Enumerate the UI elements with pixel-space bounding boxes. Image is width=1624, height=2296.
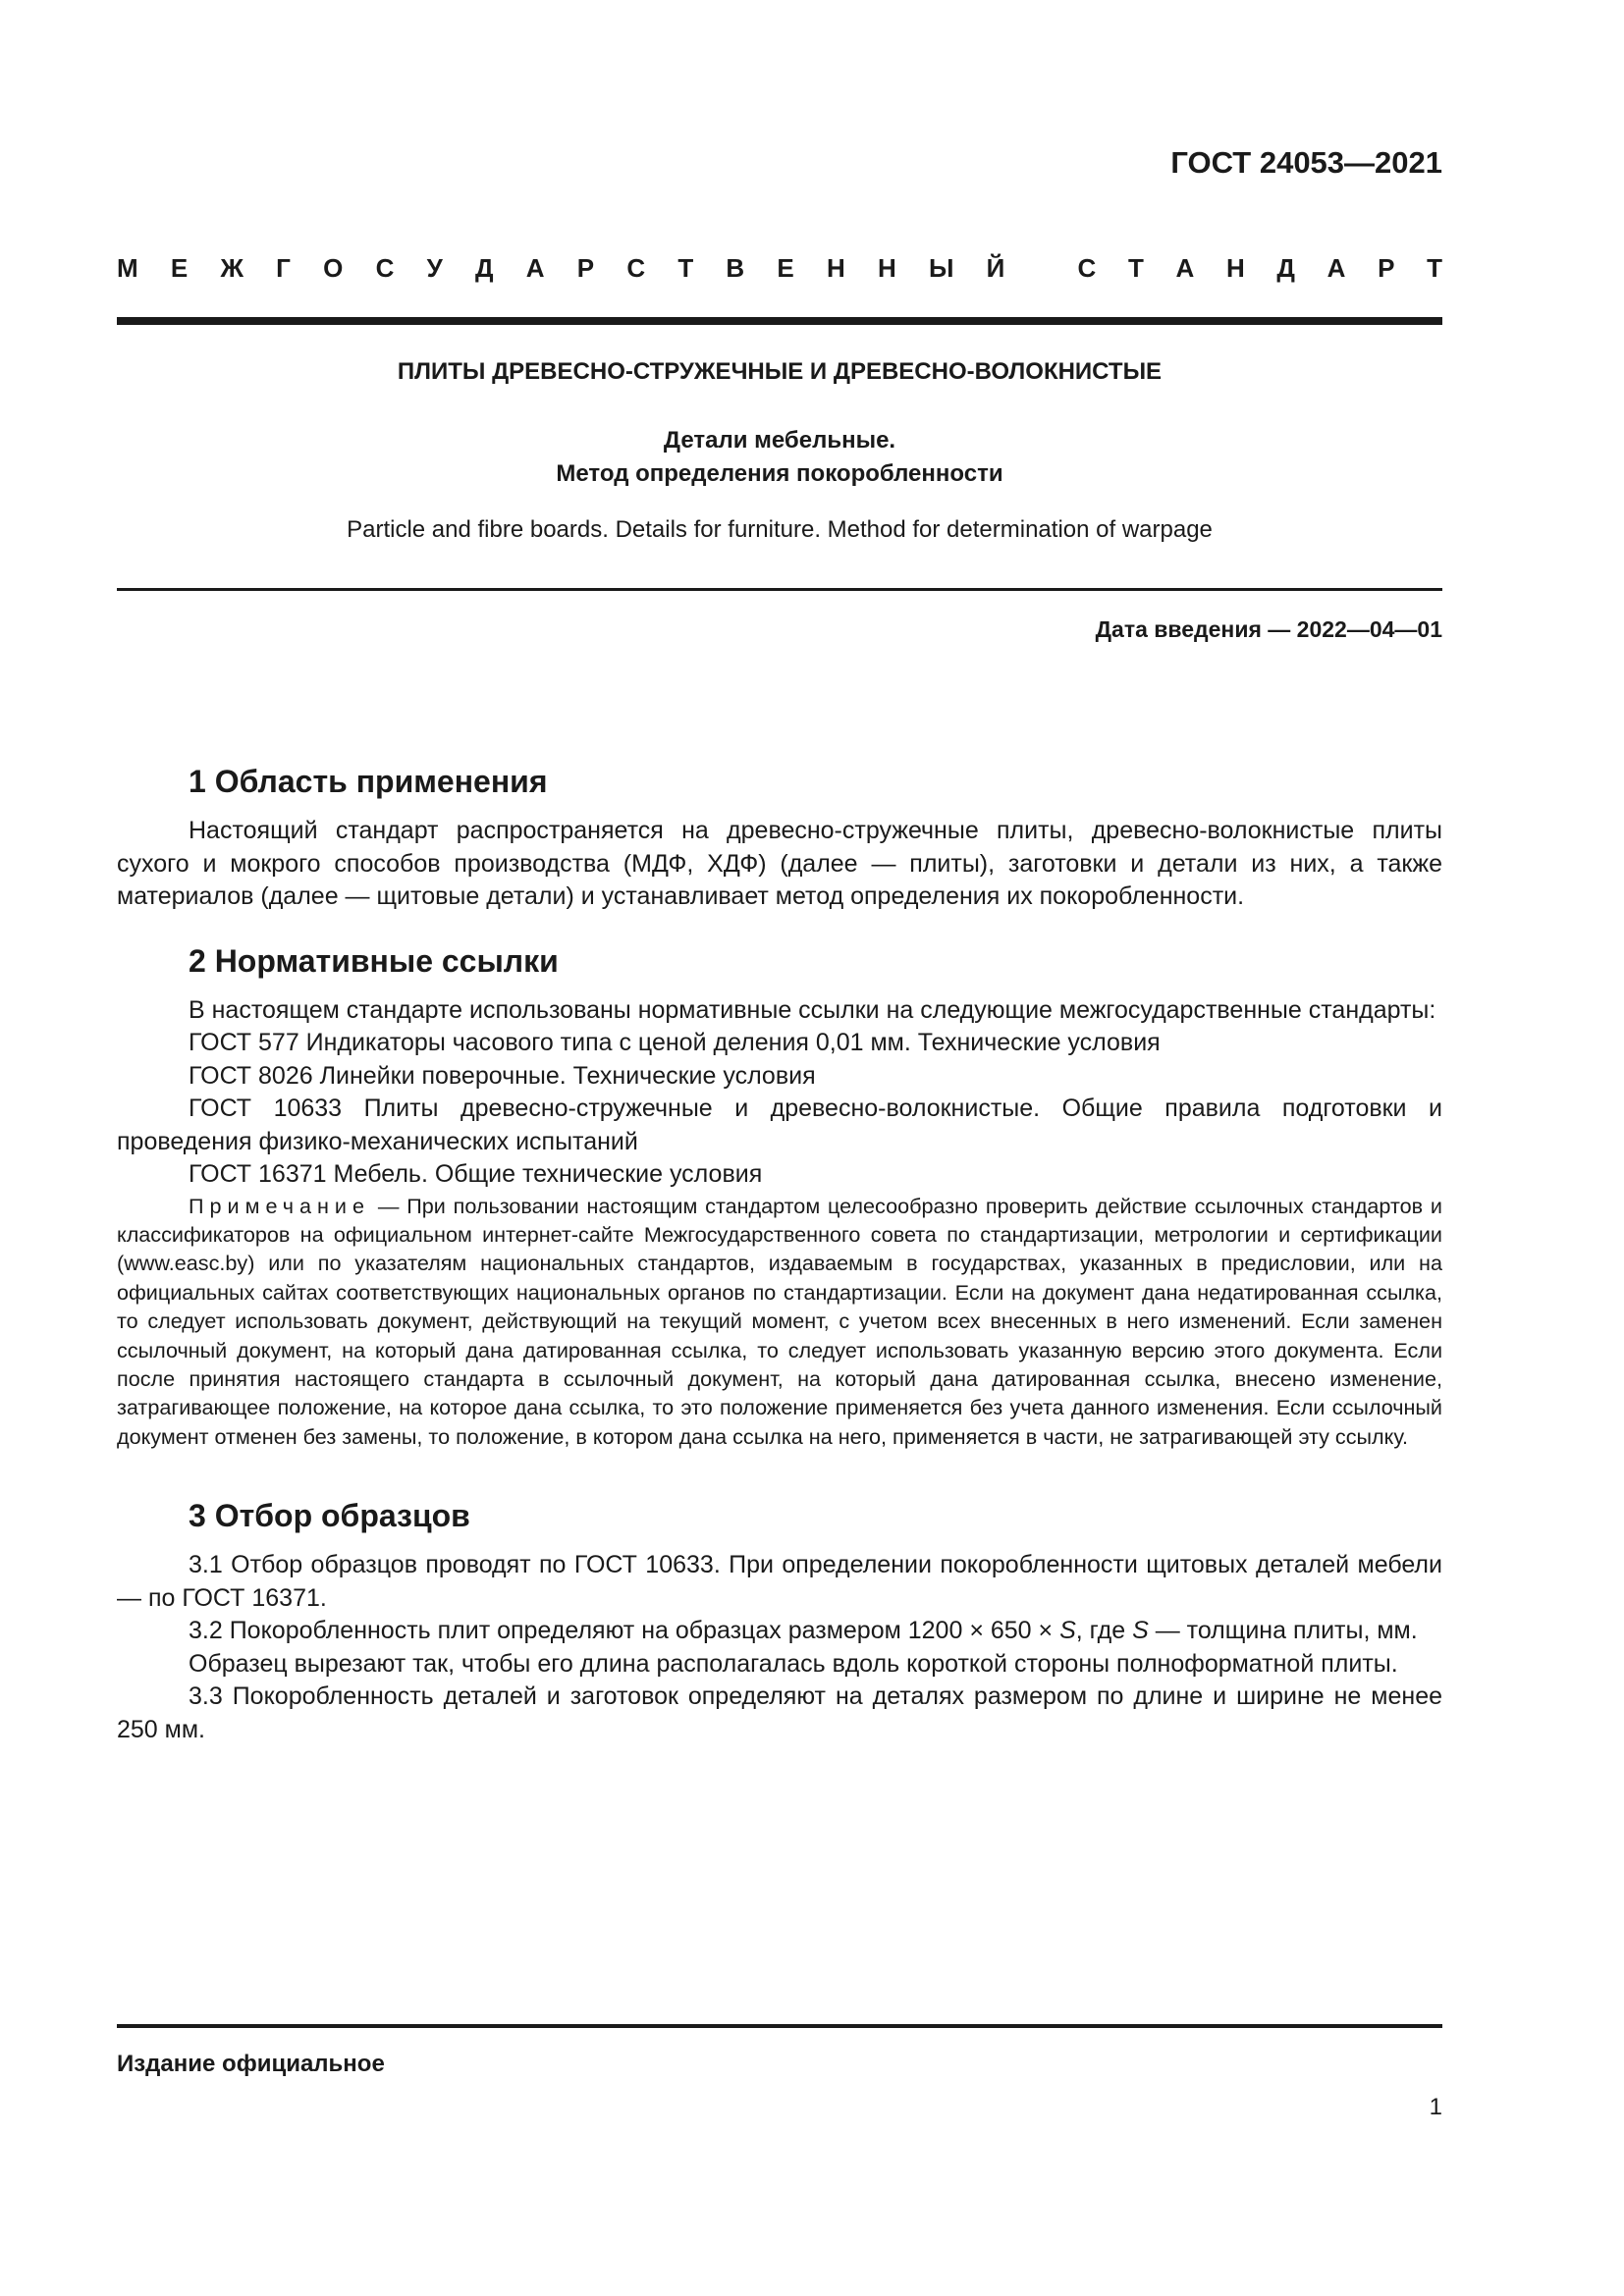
reference-item: ГОСТ 10633 Плиты древесно-стружечные и древесно-волокнистые. Общие правила подготовки и проведения физико-механических испытаний [117,1095,1442,1155]
banner-word-standard [1078,253,1443,284]
subtitle-line: Метод определения покоробленности [556,460,1003,487]
section-paragraph: Образец вырезают так, чтобы его длина располагалась вдоль короткой стороны полноформатной плиты. [189,1649,1398,1678]
banner-letter: А [1175,253,1195,283]
section-heading: 2 Нормативные ссылки [189,942,559,979]
banner-letter: Н [877,253,896,283]
english-title: Particle and fibre boards. Details for furniture. Method for determination of warpage [347,516,1213,543]
standard-type-banner [117,253,1442,284]
banner-letter: С [626,253,646,283]
banner-letter: В [726,253,745,283]
section-paragraph: В настоящем стандарте использованы нормативные ссылки на следующие межгосударственные стандарты: [189,995,1436,1024]
title-divider [117,588,1442,591]
standard-number: ГОСТ 24053—2021 [1170,145,1442,180]
banner-letter: Р [576,253,595,283]
note-label: Примечание [189,1193,370,1218]
banner-letter: М [117,253,138,283]
document-body [117,756,1442,1746]
banner-letter: Г [276,253,291,283]
introduction-date: Дата введения — 2022—04—01 [1095,616,1442,642]
banner-letter: Т [677,253,694,283]
section-heading: 1 Область применения [189,764,548,799]
banner-word-interstate [117,253,1005,284]
banner-letter: Т [1127,253,1144,283]
banner-letter: Ы [928,253,954,283]
banner-letter: Р [1378,253,1395,283]
banner-letter: Й [986,253,1005,283]
section-paragraph: 3.1 Отбор образцов проводят по ГОСТ 10633. При определении покоробленности щитовых деталей мебели — по ГОСТ 16371. [117,1551,1442,1612]
edition-label: Издание официальное [117,2051,385,2077]
banner-letter: Д [475,253,494,283]
subtitle-line: Детали мебельные. [663,427,896,454]
banner-letter: Н [1225,253,1245,283]
banner-letter: Д [1276,253,1295,283]
page-number: 1 [1429,2094,1442,2120]
banner-letter: Е [170,253,189,283]
banner-letter: Е [777,253,794,283]
section-heading: 3 Отбор образцов [189,1498,470,1534]
section-paragraph: 3.2 Покоробленность плит определяют на образцах размером 1200 × 650 × S, где S — толщина плиты, мм. [189,1617,1418,1645]
banner-letter: Т [1427,253,1442,283]
footer-divider [117,2024,1442,2028]
reference-item: ГОСТ 16371 Мебель. Общие технические условия [189,1160,763,1188]
section-paragraph: Настоящий стандарт распространяется на древесно-стружечные плиты, древесно-волокнистые плиты сухого и мокрого способов производства (МДФ, ХДФ) (далее — плиты), заготовки и детали из них, а также материалов (далее — щитовые детали) и устанавливает метод определения их покоробленности. [117,817,1442,910]
reference-item: ГОСТ 577 Индикаторы часового типа с ценой деления 0,01 мм. Технические условия [189,1029,1161,1056]
section-paragraph: 3.3 Покоробленность деталей и заготовок определяют на деталях размером по длине и ширине не менее 250 мм. [117,1682,1442,1743]
banner-letter: У [426,253,443,283]
note-text: — При пользовании настоящим стандартом целесообразно проверить действие ссылочных стандартов и классификаторов на официальном интернет-сайте Межгосударственного совета по стандартизации, метрологии и сертификации (www.easc.by) или по указателям национальных стандартов, издаваемым в государствах, указанных в предисловии, или на официальных сайтах соответствующих национальных органов по стандартизации. Если на документ дана недатированная ссылка, то следует использовать документ, действующий на текущий момент, с учетом всех внесенных в него изменений. Если заменен ссылочный документ, на который дана датированная ссылка, то следует использовать указанную версию этого документа. Если после принятия настоящего стандарта в ссылочный документ, на который дана датированная ссылка, внесено изменение, затрагивающее положение, на которое дана ссылка, то это положение применяется без учета данного изменения. Если ссылочный документ отменен без замены, то положение, в котором дана ссылка на него, применяется в части, не затрагивающей эту ссылку. [117,1193,1442,1449]
document-subtitle [117,424,1442,491]
header-divider [117,317,1442,325]
banner-letter: А [525,253,545,283]
banner-letter: С [375,253,395,283]
banner-letter: Н [826,253,845,283]
document-title: ПЛИТЫ ДРЕВЕСНО-СТРУЖЕЧНЫЕ И ДРЕВЕСНО-ВОЛОКНИСТЫЕ [397,358,1163,385]
banner-letter: Ж [220,253,244,283]
banner-letter: А [1326,253,1346,283]
reference-item: ГОСТ 8026 Линейки поверочные. Технические условия [189,1061,816,1090]
note-paragraph [117,1192,1442,1452]
banner-letter: О [323,253,344,283]
document-page [117,0,1442,2296]
banner-letter: С [1077,253,1097,283]
